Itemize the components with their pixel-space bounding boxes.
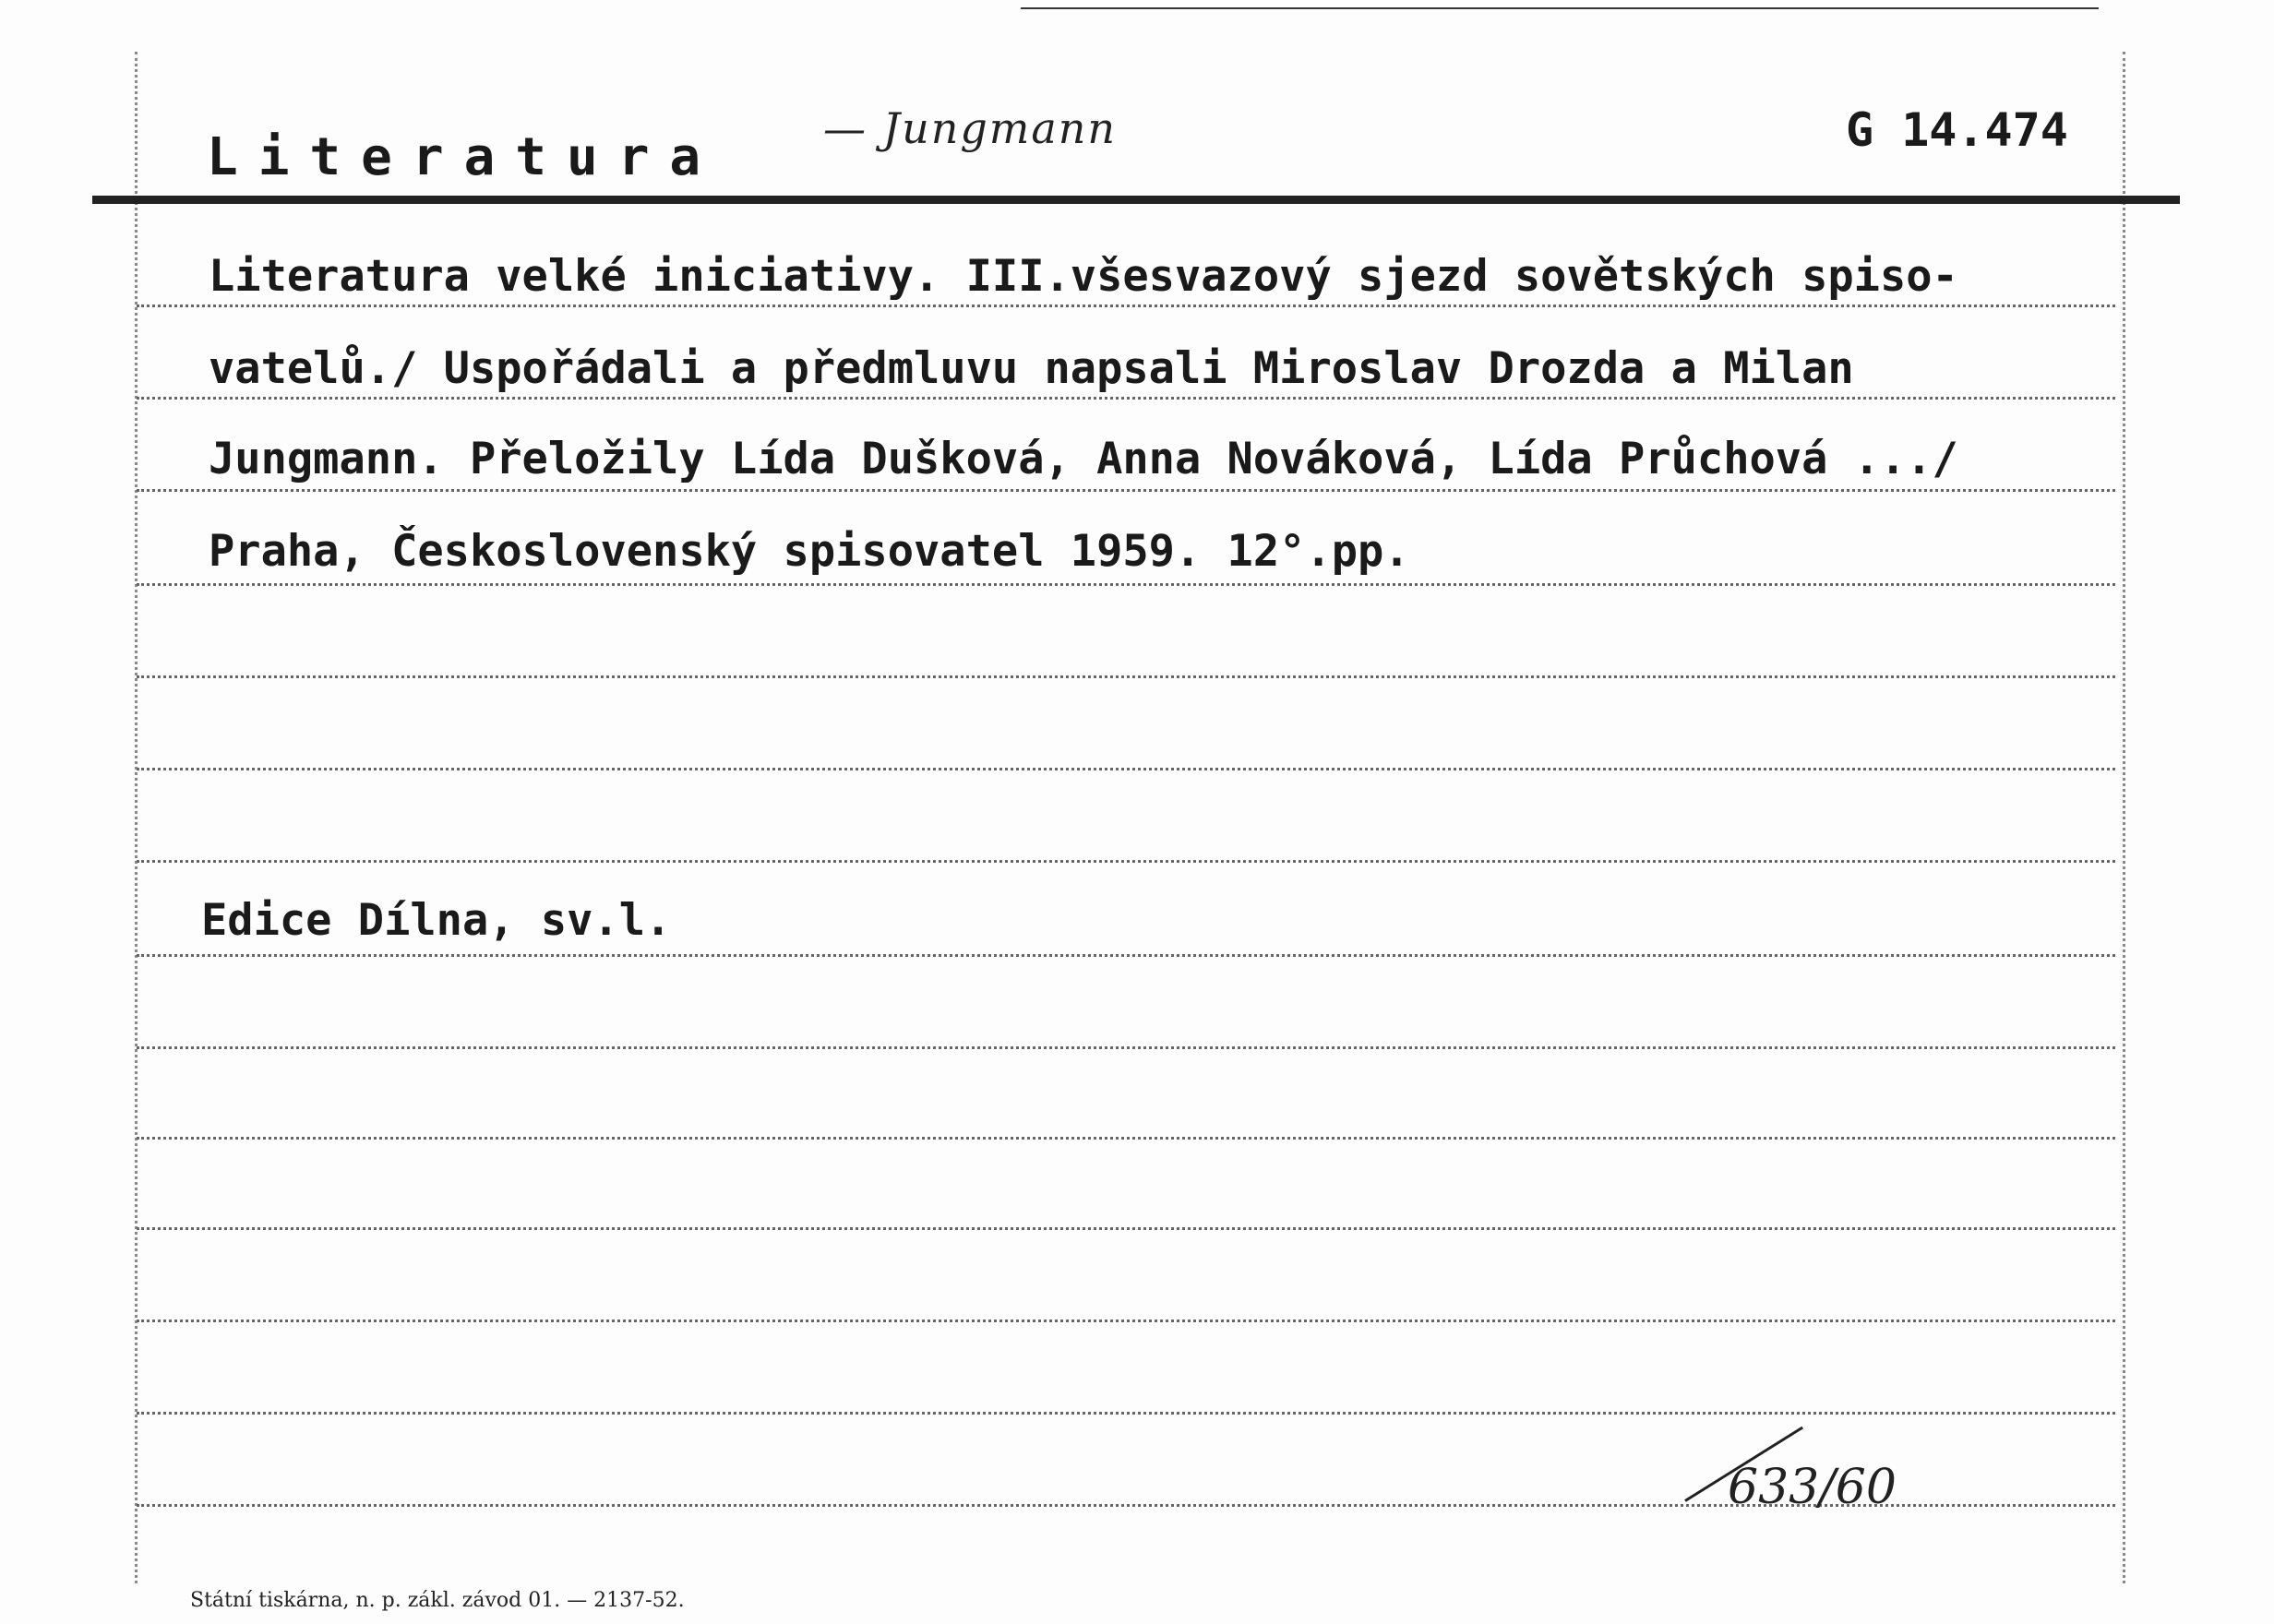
dotted-rule bbox=[137, 860, 2115, 863]
dotted-rule bbox=[137, 304, 2115, 307]
dotted-rule bbox=[137, 1137, 2115, 1140]
left-margin-dots bbox=[135, 52, 138, 1583]
dotted-rule bbox=[137, 1412, 2115, 1415]
entry-line-1: Literatura velké iniciativy. III.všesvazový sjezd sovětských spiso- bbox=[209, 251, 1958, 302]
dotted-rule bbox=[137, 397, 2115, 400]
edition-note: Edice Dílna, sv.l. bbox=[201, 895, 672, 946]
printer-imprint: Státní tiskárna, n. p. zákl. závod 01. — 2137-52. bbox=[190, 1589, 685, 1612]
entry-line-4: Praha, Československý spisovatel 1959. 12°.pp. bbox=[209, 526, 1410, 577]
top-rule bbox=[1021, 7, 2099, 9]
right-margin-dots bbox=[2123, 52, 2125, 1583]
dotted-rule bbox=[137, 1046, 2115, 1049]
shelf-signature: G 14.474 bbox=[1846, 103, 2068, 157]
dotted-rule bbox=[137, 1227, 2115, 1230]
card-heading: Literatura bbox=[207, 127, 722, 187]
dotted-rule bbox=[137, 1320, 2115, 1322]
dotted-rule bbox=[137, 768, 2115, 770]
dotted-rule bbox=[137, 583, 2115, 586]
entry-line-3: Jungmann. Přeložily Lída Dušková, Anna Nováková, Lída Průchová .../ bbox=[209, 434, 1958, 484]
heading-rule bbox=[92, 196, 2180, 204]
entry-line-2: vatelů./ Uspořádali a předmluvu napsali Miroslav Drozda a Milan bbox=[209, 343, 1854, 394]
dotted-rule bbox=[137, 675, 2115, 678]
dotted-rule bbox=[137, 954, 2115, 957]
handwritten-heading-note: — Jungmann bbox=[823, 103, 1118, 153]
dotted-rule bbox=[137, 489, 2115, 492]
handwritten-accession-number: 633/60 bbox=[1728, 1460, 1897, 1515]
